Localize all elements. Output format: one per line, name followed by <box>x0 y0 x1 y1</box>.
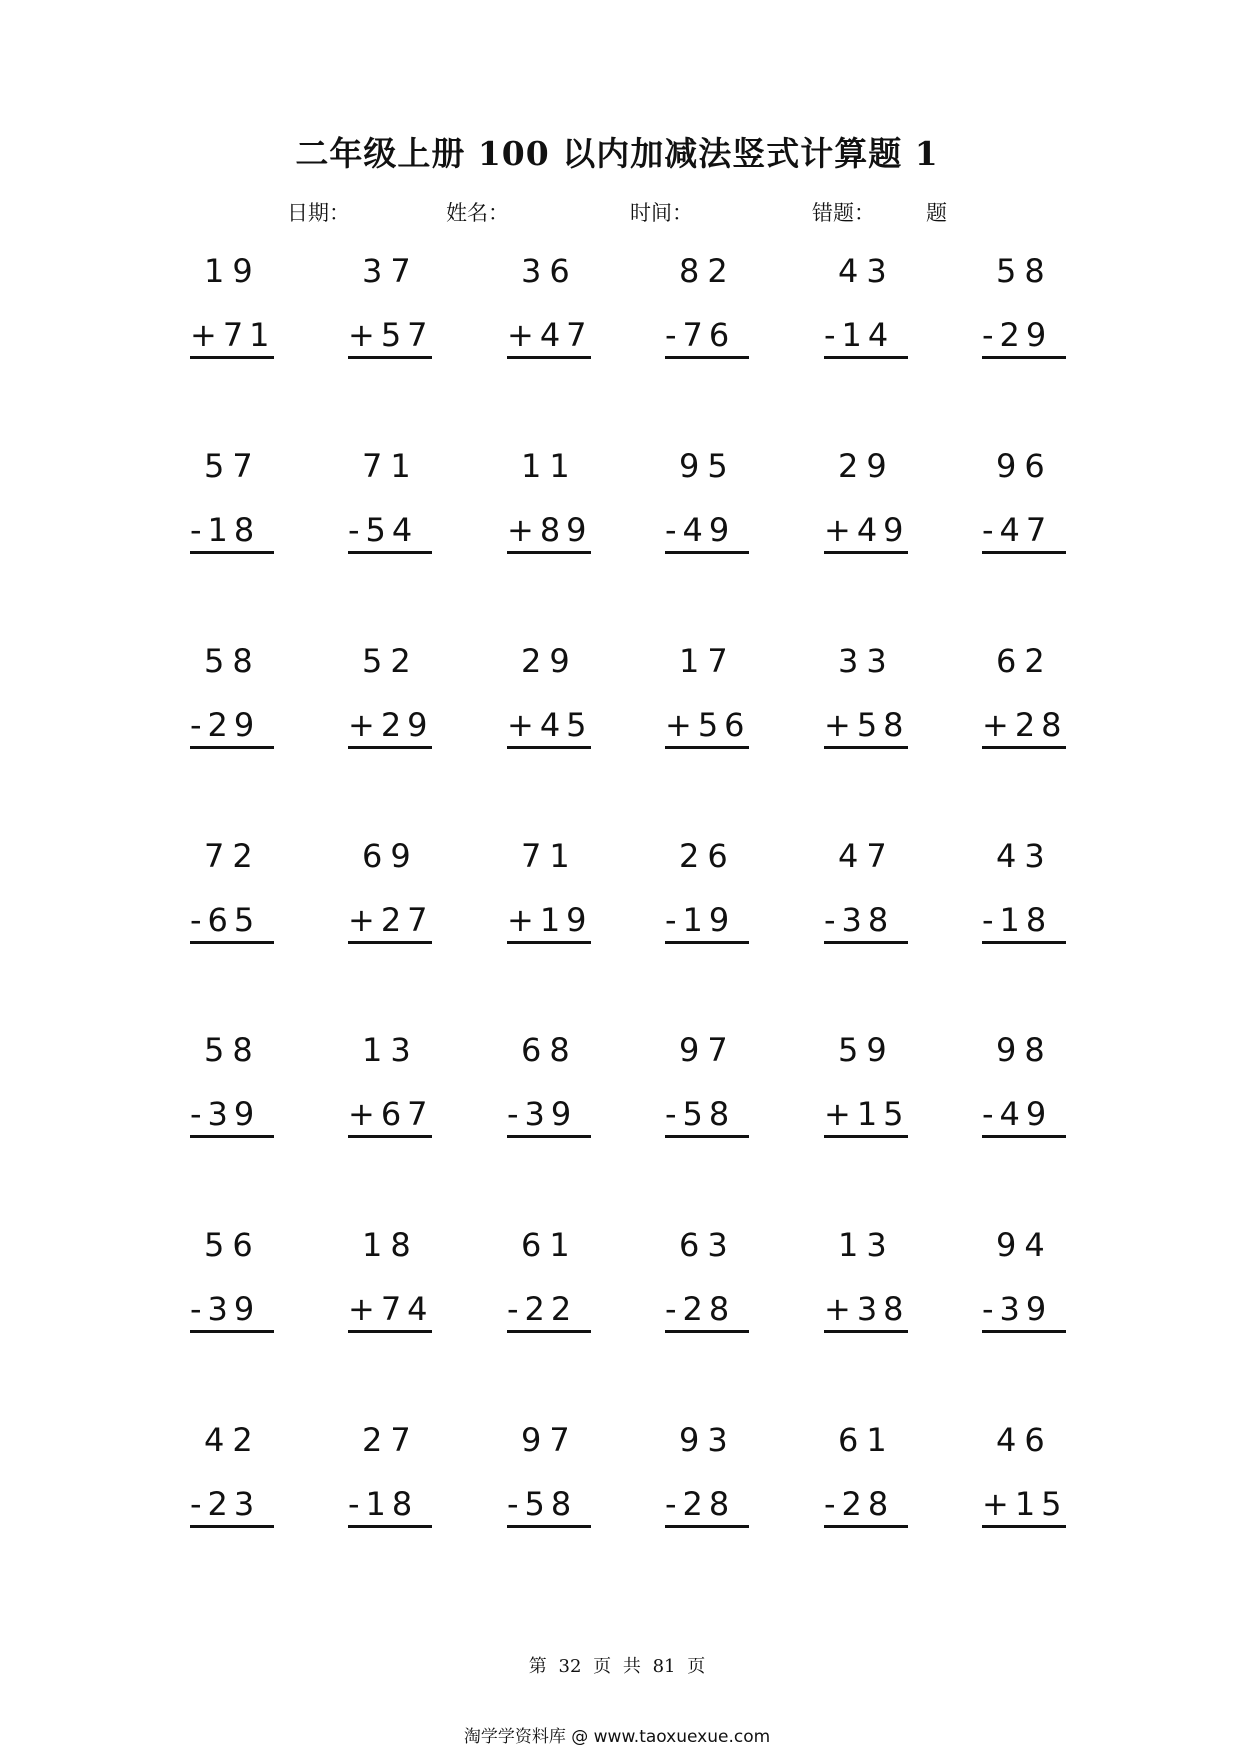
problem-operand: +15 <box>982 1485 1068 1523</box>
problem-top-number: 59 <box>838 1031 895 1069</box>
problem-top-number: 46 <box>996 1421 1053 1459</box>
problem-top-number: 97 <box>521 1421 578 1459</box>
problem-top-number: 69 <box>362 837 419 875</box>
answer-line <box>507 1135 591 1138</box>
answer-line <box>348 746 432 749</box>
problem-operand: +15 <box>824 1095 910 1133</box>
problem-operand: -76 <box>665 316 736 354</box>
problem-item <box>982 1031 1112 1171</box>
problem-top-number: 11 <box>521 447 578 485</box>
problem-item <box>824 837 954 977</box>
answer-line <box>824 1330 908 1333</box>
problem-operand: +29 <box>348 706 434 744</box>
problem-top-number: 68 <box>521 1031 578 1069</box>
answer-line <box>190 746 274 749</box>
problem-operand: -39 <box>190 1095 261 1133</box>
problem-top-number: 18 <box>362 1226 419 1264</box>
date-label: 日期： <box>287 201 350 225</box>
problem-operand: -65 <box>190 901 261 939</box>
problem-operand: +27 <box>348 901 434 939</box>
answer-line <box>190 1330 274 1333</box>
problem-operand: -39 <box>982 1290 1053 1328</box>
problem-operand: +19 <box>507 901 593 939</box>
problem-item <box>665 447 795 587</box>
problem-top-number: 19 <box>204 252 261 290</box>
answer-line <box>507 746 591 749</box>
problem-operand: +49 <box>824 511 910 549</box>
problem-item <box>982 1421 1112 1561</box>
problem-item <box>824 1421 954 1561</box>
problem-item <box>665 1226 795 1366</box>
answer-line <box>348 356 432 359</box>
problem-operand: -49 <box>665 511 736 549</box>
problem-top-number: 62 <box>996 642 1053 680</box>
problem-item <box>665 1031 795 1171</box>
problem-item <box>507 252 637 392</box>
problem-operand: -18 <box>982 901 1053 939</box>
answer-line <box>665 1135 749 1138</box>
site-watermark: 淘学学资料库 @ www.taoxuexue.com <box>463 1727 771 1747</box>
time-label: 时间： <box>630 201 693 225</box>
answer-line <box>190 941 274 944</box>
problem-operand: +28 <box>982 706 1068 744</box>
problem-top-number: 61 <box>521 1226 578 1264</box>
problem-item <box>665 1421 795 1561</box>
problem-item <box>348 1226 478 1366</box>
answer-line <box>190 1525 274 1528</box>
errors-label: 错题： <box>812 201 875 225</box>
problem-item <box>348 837 478 977</box>
problem-top-number: 47 <box>838 837 895 875</box>
problem-top-number: 29 <box>838 447 895 485</box>
answer-line <box>824 941 908 944</box>
problem-item <box>190 252 320 392</box>
problem-item <box>982 642 1112 782</box>
problem-top-number: 94 <box>996 1226 1053 1264</box>
problem-operand: -54 <box>348 511 419 549</box>
problem-top-number: 56 <box>204 1226 261 1264</box>
problem-item <box>824 642 954 782</box>
problem-operand: -28 <box>665 1290 736 1328</box>
answer-line <box>507 1330 591 1333</box>
problem-item <box>824 1226 954 1366</box>
problem-operand: +71 <box>190 316 276 354</box>
answer-line <box>348 941 432 944</box>
problem-item <box>982 252 1112 392</box>
problem-top-number: 82 <box>679 252 736 290</box>
problem-item <box>507 642 637 782</box>
problem-top-number: 13 <box>838 1226 895 1264</box>
answer-line <box>348 1135 432 1138</box>
problem-top-number: 95 <box>679 447 736 485</box>
problem-operand: +89 <box>507 511 593 549</box>
answer-line <box>982 1330 1066 1333</box>
problem-top-number: 52 <box>362 642 419 680</box>
name-label: 姓名： <box>446 201 509 225</box>
answer-line <box>190 356 274 359</box>
problem-operand: +58 <box>824 706 910 744</box>
answer-line <box>982 356 1066 359</box>
answer-line <box>190 1135 274 1138</box>
page-number: 第 32 页 共 81 页 <box>528 1656 706 1677</box>
problem-item <box>507 447 637 587</box>
problem-top-number: 93 <box>679 1421 736 1459</box>
answer-line <box>665 551 749 554</box>
problem-item <box>824 252 954 392</box>
problem-item <box>824 447 954 587</box>
problem-item <box>190 447 320 587</box>
answer-line <box>348 1330 432 1333</box>
answer-line <box>982 1525 1066 1528</box>
problem-operand: -39 <box>190 1290 261 1328</box>
problem-top-number: 29 <box>521 642 578 680</box>
problem-operand: -29 <box>982 316 1053 354</box>
problem-top-number: 43 <box>838 252 895 290</box>
problem-item <box>190 1031 320 1171</box>
problem-top-number: 58 <box>996 252 1053 290</box>
problem-top-number: 58 <box>204 1031 261 1069</box>
problem-item <box>982 447 1112 587</box>
problem-top-number: 63 <box>679 1226 736 1264</box>
answer-line <box>665 941 749 944</box>
problem-top-number: 72 <box>204 837 261 875</box>
problem-top-number: 43 <box>996 837 1053 875</box>
answer-line <box>665 746 749 749</box>
problem-item <box>665 837 795 977</box>
problem-operand: -22 <box>507 1290 578 1328</box>
problem-operand: -14 <box>824 316 895 354</box>
problem-top-number: 17 <box>679 642 736 680</box>
problem-operand: -28 <box>665 1485 736 1523</box>
answer-line <box>982 746 1066 749</box>
problem-top-number: 42 <box>204 1421 261 1459</box>
problem-item <box>348 252 478 392</box>
problem-top-number: 96 <box>996 447 1053 485</box>
problem-item <box>507 1031 637 1171</box>
answer-line <box>982 941 1066 944</box>
problem-item <box>507 1421 637 1561</box>
answer-line <box>507 356 591 359</box>
problem-operand: -29 <box>190 706 261 744</box>
problem-item <box>982 1226 1112 1366</box>
problem-item <box>190 1226 320 1366</box>
answer-line <box>507 1525 591 1528</box>
problem-item <box>190 642 320 782</box>
answer-line <box>824 356 908 359</box>
answer-line <box>824 1135 908 1138</box>
answer-line <box>348 1525 432 1528</box>
problem-top-number: 27 <box>362 1421 419 1459</box>
problem-operand: -19 <box>665 901 736 939</box>
answer-line <box>665 1330 749 1333</box>
problem-item <box>190 1421 320 1561</box>
answer-line <box>982 551 1066 554</box>
problem-top-number: 71 <box>521 837 578 875</box>
problem-operand: -23 <box>190 1485 261 1523</box>
problem-top-number: 58 <box>204 642 261 680</box>
problem-operand: -18 <box>348 1485 419 1523</box>
problem-top-number: 26 <box>679 837 736 875</box>
problem-top-number: 71 <box>362 447 419 485</box>
page-title: 二年级上册 100 以内加减法竖式计算题 1 <box>295 134 939 173</box>
answer-line <box>507 551 591 554</box>
problem-item <box>507 837 637 977</box>
problem-top-number: 61 <box>838 1421 895 1459</box>
problem-operand: -28 <box>824 1485 895 1523</box>
problem-item <box>824 1031 954 1171</box>
problem-operand: +74 <box>348 1290 434 1328</box>
problem-top-number: 13 <box>362 1031 419 1069</box>
answer-line <box>824 1525 908 1528</box>
answer-line <box>824 746 908 749</box>
problem-top-number: 37 <box>362 252 419 290</box>
problem-item <box>982 837 1112 977</box>
problem-operand: -38 <box>824 901 895 939</box>
problem-top-number: 98 <box>996 1031 1053 1069</box>
problem-item <box>190 837 320 977</box>
problem-top-number: 57 <box>204 447 261 485</box>
problem-operand: -18 <box>190 511 261 549</box>
problem-item <box>665 642 795 782</box>
errors-unit-label: 题 <box>926 201 947 225</box>
answer-line <box>982 1135 1066 1138</box>
answer-line <box>665 356 749 359</box>
problem-top-number: 33 <box>838 642 895 680</box>
problem-item <box>665 252 795 392</box>
problem-item <box>348 447 478 587</box>
answer-line <box>507 941 591 944</box>
problem-operand: +38 <box>824 1290 910 1328</box>
problem-operand: +67 <box>348 1095 434 1133</box>
problem-item <box>507 1226 637 1366</box>
problem-operand: +57 <box>348 316 434 354</box>
problem-operand: +56 <box>665 706 751 744</box>
answer-line <box>665 1525 749 1528</box>
problem-top-number: 97 <box>679 1031 736 1069</box>
problem-operand: -47 <box>982 511 1053 549</box>
problem-operand: -39 <box>507 1095 578 1133</box>
answer-line <box>190 551 274 554</box>
problem-operand: -58 <box>665 1095 736 1133</box>
answer-line <box>348 551 432 554</box>
problem-item <box>348 642 478 782</box>
problem-operand: -58 <box>507 1485 578 1523</box>
problem-top-number: 36 <box>521 252 578 290</box>
problem-operand: +45 <box>507 706 593 744</box>
answer-line <box>824 551 908 554</box>
problem-operand: -49 <box>982 1095 1053 1133</box>
problem-item <box>348 1421 478 1561</box>
problem-operand: +47 <box>507 316 593 354</box>
problem-item <box>348 1031 478 1171</box>
